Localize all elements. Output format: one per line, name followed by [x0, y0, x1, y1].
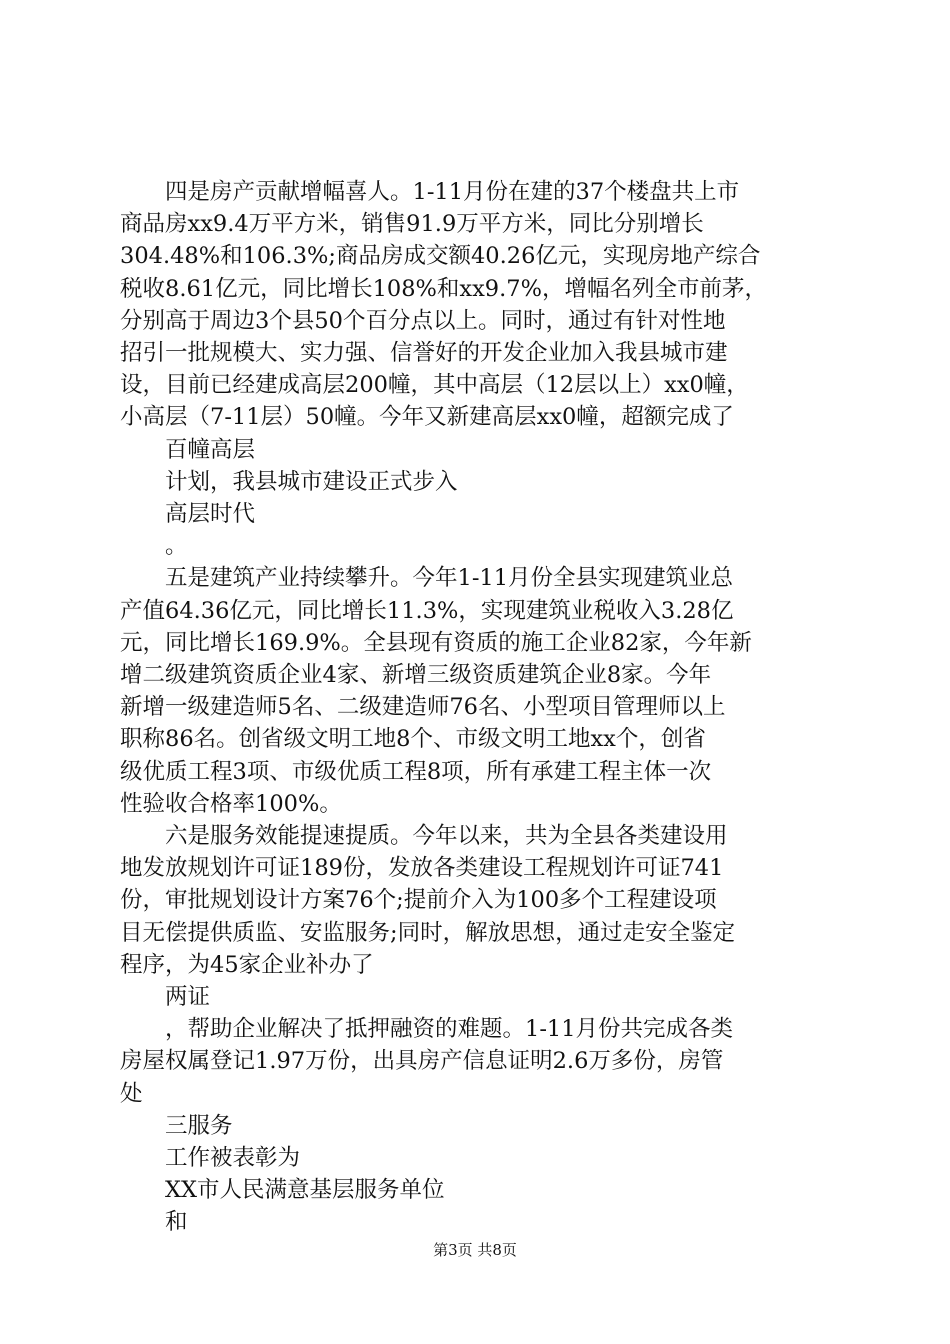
text-line: 和: [120, 1209, 188, 1236]
text-line: 设，目前已经建成高层200幢，其中高层（12层以上）xx0幢，: [120, 372, 749, 399]
text-line: 商品房xx9.4万平方米，销售91.9万平方米，同比分别增长: [120, 211, 704, 238]
text-line: 分别高于周边3个县50个百分点以上。同时，通过有针对性地: [120, 307, 726, 334]
text-line: 处: [120, 1080, 143, 1107]
text-line: 职称86名。创省级文明工地8个、市级文明工地xx个，创省: [120, 726, 706, 753]
page-footer: 第3页 共8页: [433, 1241, 517, 1259]
text-line: 工作被表彰为: [120, 1145, 301, 1171]
text-line: 四是房产贡献增幅喜人。1-11月份在建的37个楼盘共上市: [120, 179, 740, 205]
text-line: 目无偿提供质监、安监服务;同时，解放思想，通过走安全鉴定: [120, 919, 736, 946]
text-line: 两证: [120, 984, 211, 1010]
text-line: 级优质工程3项、市级优质工程8项，所有承建工程主体一次: [120, 758, 712, 785]
text-line: 。: [120, 533, 188, 560]
text-line: 产值64.36亿元，同比增长11.3%，实现建筑业税收入3.28亿: [120, 597, 734, 624]
text-line: 房屋权属登记1.97万份，出具房产信息证明2.6万多份，房管: [120, 1048, 724, 1075]
text-line: 元，同比增长169.9%。全县现有资质的施工企业82家，今年新: [120, 629, 752, 656]
text-line: 税收8.61亿元，同比增长108%和xx9.7%，增幅名列全市前茅，: [120, 275, 767, 302]
text-line: 三服务: [120, 1112, 233, 1139]
text-line: 百幢高层: [120, 436, 256, 463]
text-line: 小高层（7-11层）50幢。今年又新建高层xx0幢，超额完成了: [120, 404, 734, 431]
text-line: 计划，我县城市建设正式步入: [120, 468, 458, 495]
text-line: 304.48%和106.3%;商品房成交额40.26亿元，实现房地产综合: [120, 243, 761, 270]
text-line: 份，审批规划设计方案76个;提前介入为100多个工程建设项: [120, 887, 717, 914]
text-line: 新增一级建造师5名、二级建造师76名、小型项目管理师以上: [120, 694, 726, 721]
text-line: 六是服务效能提速提质。今年以来，共为全县各类建设用: [120, 823, 728, 849]
text-line: ，帮助企业解决了抵押融资的难题。1-11月份共完成各类: [120, 1016, 734, 1043]
text-line: 性验收合格率100%。: [120, 790, 342, 817]
text-line: XX市人民满意基层服务单位: [120, 1177, 445, 1204]
text-line: 地发放规划许可证189份，发放各类建设工程规划许可证741: [120, 855, 724, 882]
text-line: 招引一批规模大、实力强、信誉好的开发企业加入我县城市建: [120, 340, 728, 366]
text-line: 高层时代: [120, 501, 256, 527]
text-line: 五是建筑产业持续攀升。今年1-11月份全县实现建筑业总: [120, 565, 734, 592]
text-line: 增二级建筑资质企业4家、新增三级资质建筑企业8家。今年: [120, 662, 712, 688]
text-line: 程序，为45家企业补办了: [120, 951, 374, 978]
